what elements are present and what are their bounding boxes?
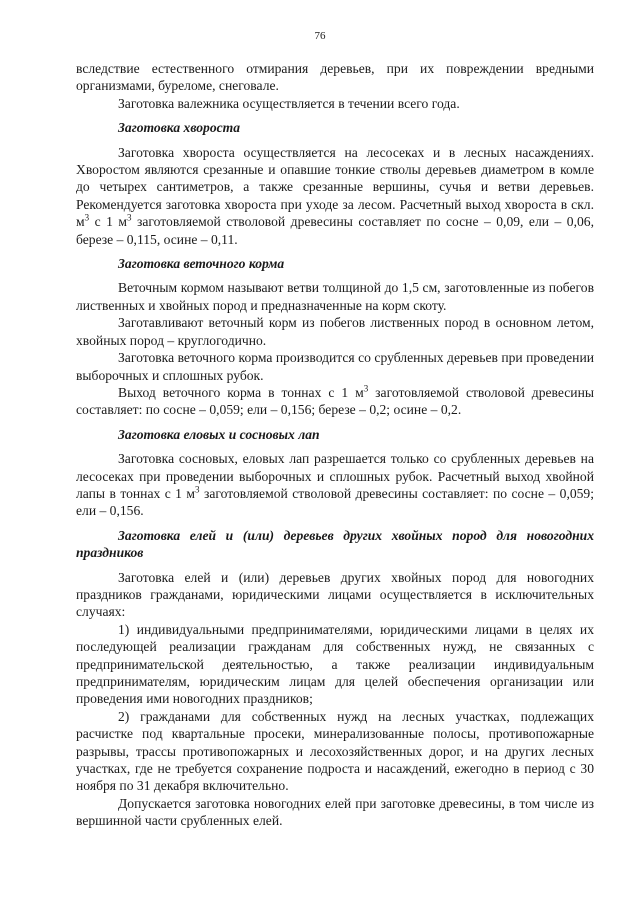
- paragraph: 1) индивидуальными предпринимателями, юридическими лицами в целях их последующей реализации гражданам для собственных нужд, не связанных с предпринимательской деятельностью, а также реализации индивидуальным предпринимателям, юридическим лицам для целей обеспечения организации или проведения ими новогодних праздников;: [76, 621, 594, 707]
- document-body: [76, 60, 594, 830]
- paragraph: Заготовка сосновых, еловых лап разрешается только со срубленных деревьев на лесосеках при проведении выборочных и сплошных рубок. Расчетный выход хвойной лапы в тоннах с 1 $м^3$ заготовляемой стволовой древесины составляет: по сосне – 0,059; ели – 0,156.: [76, 451, 595, 519]
- section-heading: Заготовка хвороста: [118, 120, 241, 136]
- paragraph: Заготовка валежника осуществляется в течении всего года.: [118, 95, 460, 111]
- paragraph: Заготовка елей и (или) деревьев других хвойных пород для новогодних праздников гражданами, юридическими лицами осуществляется в исключительных случаях:: [76, 569, 594, 620]
- paragraph: Заготавливают веточный корм из побегов лиственных пород в основном летом, хвойных пород – круглогодично.: [76, 315, 594, 348]
- paragraph: Заготовка веточного корма производится со срубленных деревьев при проведении выборочных и сплошных рубок.: [76, 350, 594, 383]
- page-number: 76: [314, 30, 326, 42]
- paragraph: 2) гражданами для собственных нужд на лесных участках, подлежащих расчистке под квартальные просеки, минерализованные полосы, противопожарные разрывы, трассы противопожарных и лесохозяйственных дорог, и на других лесных участках, где не требуется сохранение подроста и насаждений, ежегодно в период с 30 ноября по 31 декабря включительно.: [76, 708, 594, 794]
- paragraph: Допускается заготовка новогодних елей при заготовке древесины, в том числе из вершинной части срубленных елей.: [76, 795, 594, 829]
- section-heading: Заготовка елей и (или) деревьев других хвойных пород для новогодних праздников: [76, 527, 594, 561]
- paragraph: Выход веточного корма в тоннах с 1 $м^3$ заготовляемой стволовой древесины составляет: по сосне – 0,059; ели – 0,156; березе – 0,2; осине – 0,2.: [76, 383, 594, 418]
- paragraph: Заготовка хвороста осуществляется на лесосеках и в лесных насаждениях. Хворостом являются срезанные и опавшие тонкие стволы деревьев диаметром в комле до четырех сантиметров, а также срезанные вершины, сучья и ветви деревьев. Рекомендуется заготовка хвороста при уходе за лесом. Расчетный выход хвороста в скл. $м^3$ с 1 $м^3$ заготовляемой стволовой древесины составляет по сосне – 0,09, ели – 0,06, березе – 0,115, осине – 0,11.: [76, 144, 594, 247]
- paragraph: вследствие естественного отмирания деревьев, при их повреждении вредными организмами, буреломе, снеговале.: [76, 61, 594, 94]
- paragraph: Веточным кормом называют ветви толщиной до 1,5 см, заготовленные из побегов лиственных и хвойных пород и предназначенные на корм скоту.: [76, 280, 594, 313]
- section-heading: Заготовка еловых и сосновых лап: [118, 426, 320, 442]
- section-heading: Заготовка веточного корма: [118, 256, 285, 272]
